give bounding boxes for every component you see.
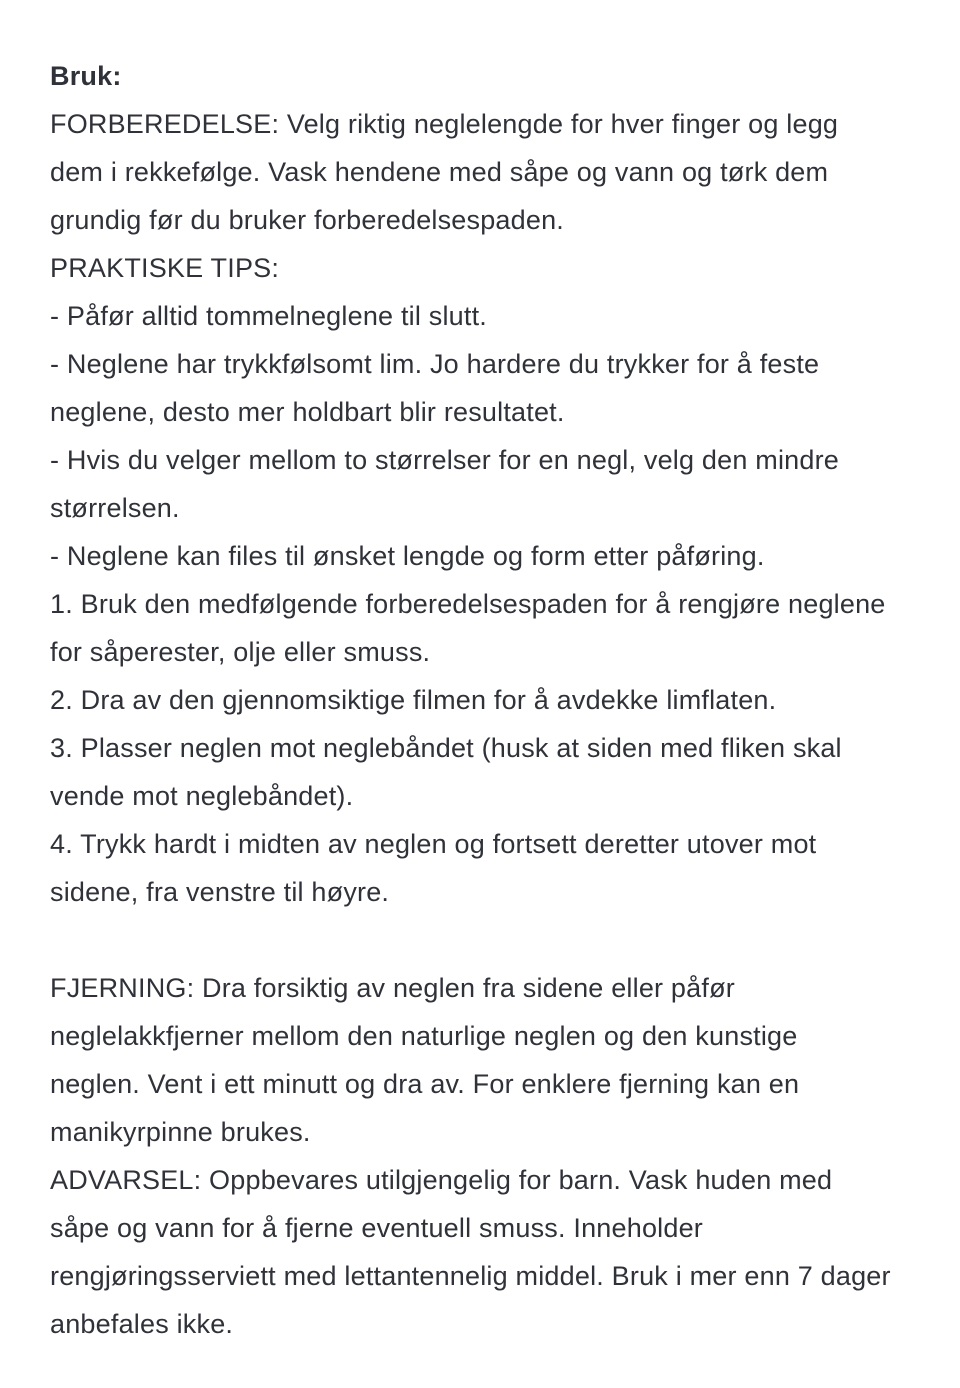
step-item: 1. Bruk den medfølgende forberedelsespaden for å rengjøre neglene for såperester, olje eller smuss. <box>50 589 886 667</box>
tip-item: - Neglene har trykkfølsomt lim. Jo hardere du trykker for å feste neglene, desto mer holdbart blir resultatet. <box>50 349 820 427</box>
tips-heading: PRAKTISKE TIPS: <box>50 253 280 283</box>
tip-item: - Neglene kan files til ønsket lengde og form etter påføring. <box>50 541 765 571</box>
usage-instructions-text <box>50 52 892 1348</box>
warning-text: ADVARSEL: Oppbevares utilgjengelig for barn. Vask huden med såpe og vann for å fjerne eventuell smuss. Inneholder rengjøringsserviett med lettantennelig middel. Bruk i mer enn 7 dager anbefales ikke. <box>50 1165 891 1339</box>
removal-text: FJERNING: Dra forsiktig av neglen fra sidene eller påfør neglelakkfjerner mellom den naturlige neglen og den kunstige neglen. Vent i ett minutt og dra av. For enklere fjerning kan en manikyrpinne brukes. <box>50 973 800 1147</box>
tip-item: - Hvis du velger mellom to størrelser for en negl, velg den mindre størrelsen. <box>50 445 840 523</box>
step-item: 2. Dra av den gjennomsiktige filmen for å avdekke limflaten. <box>50 685 777 715</box>
usage-title: Bruk: <box>50 61 122 91</box>
preparation-text: FORBEREDELSE: Velg riktig neglelengde for hver finger og legg dem i rekkefølge. Vask hendene med såpe og vann og tørk dem grundig før du bruker forberedelsespaden. <box>50 109 839 235</box>
tip-item: - Påfør alltid tommelneglene til slutt. <box>50 301 487 331</box>
step-item: 3. Plasser neglen mot neglebåndet (husk at siden med fliken skal vende mot neglebåndet). <box>50 733 842 811</box>
step-item: 4. Trykk hardt i midten av neglen og fortsett deretter utover mot sidene, fra venstre til høyre. <box>50 829 817 907</box>
